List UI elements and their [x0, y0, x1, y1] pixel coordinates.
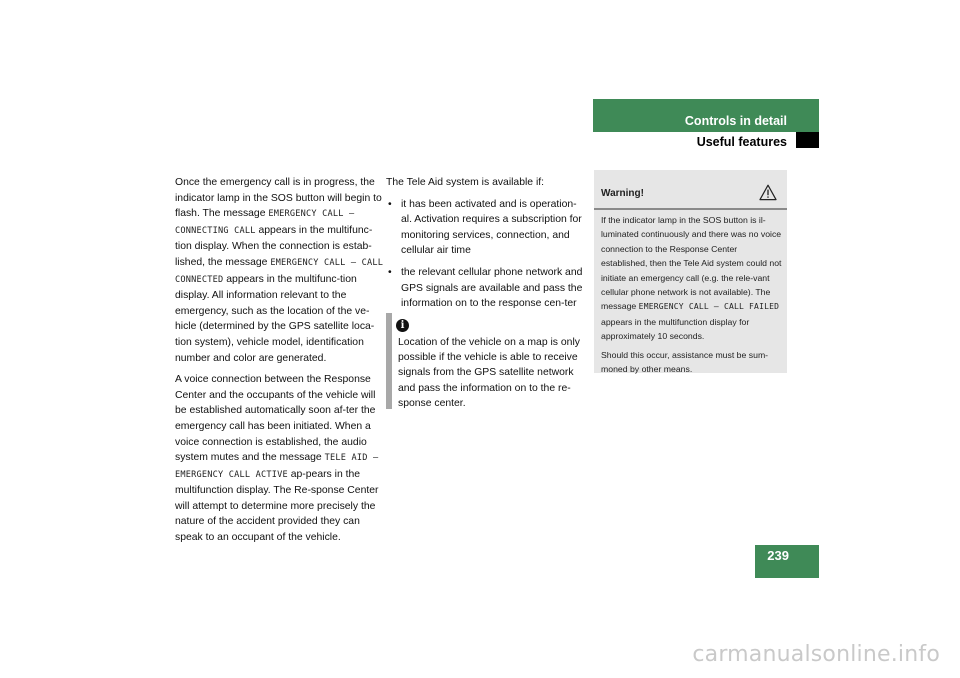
page-number: 239 [767, 548, 789, 563]
warning-title: Warning! [601, 188, 644, 199]
availability-list [386, 197, 586, 312]
middle-column [386, 175, 586, 318]
info-icon: i [396, 319, 409, 332]
display-message-failed: EMERGENCY CALL – CALL FAILED [638, 302, 780, 312]
header-tab-marker [796, 132, 819, 148]
display-message-connecting: EMERGENCY CALL – CONNECTING CALL [175, 209, 355, 236]
left-column [175, 175, 385, 552]
info-note-text: Location of the vehicle on a map is only possible if the vehicle is able to receive signals from the GPS satellite network and pass the information on to the re-sponse center. [398, 337, 580, 409]
display-message-connected: EMERGENCY CALL – CALL CONNECTED [175, 257, 384, 285]
warning-divider [594, 208, 787, 210]
info-note [386, 313, 592, 409]
bullet-icon: • [388, 266, 392, 278]
warning-paragraph: Should this occur, assistance must be sum-moned by other means. [601, 349, 769, 375]
warning-paragraph: If the indicator lamp in the SOS button is il-luminated continuously and there was no voice connection to the Response Center established, then the Tele Aid system could not initiate an emergency call (e.g. the rele-vant cellular phone network is not available). The message EMERGENCY CALL – CALL FAILED appears in the multifunction display for approximately 10 seconds. [601, 215, 782, 342]
paragraph-voice-connection: A voice connection between the Response Center and the occupants of the vehicle will be established automatically soon af-ter the emergency call has been initiated. When a voice connection is established, the audio system mutes and the message TELE AID – EMERGENCY CALL ACTIVE ap-pears in the multifunction display. The Re-sponse Center will attempt to determine more precisely the nature of the accident provided they can speak to an occupant of the vehicle. [175, 374, 379, 544]
page-number-box [755, 545, 819, 578]
bullet-icon: • [388, 198, 392, 210]
topic-title: Useful features [696, 135, 787, 149]
warning-triangle-icon [759, 184, 777, 201]
availability-intro: The Tele Aid system is available if: [386, 177, 545, 188]
warning-body [601, 213, 785, 380]
section-title: Controls in detail [684, 114, 787, 128]
display-message-active: TELE AID – EMERGENCY CALL ACTIVE [175, 453, 379, 480]
paragraph-emergency-call: Once the emergency call is in progress, the indicator lamp in the SOS button will begin to flash. The message EMERGENCY CALL – CONNECTING CALL appears in the multifunc-tion display. When the connection is estab-lished, the message EMERGENCY CALL – CALL CONNECTED appears in the multifunc-tion display. All information relevant to the emergency, such as the location of the ve-hicle (determined by the GPS satellite loca-tion system), vehicle model, identification number and color are generated. [175, 177, 384, 364]
watermark: carmanualsonline.info [692, 642, 940, 667]
list-item: • the relevant cellular phone network and GPS signals are available and pass the information on to the response cen-ter [388, 266, 583, 310]
warning-box [594, 170, 787, 373]
list-item: • it has been activated and is operation-al. Activation requires a subscription for monitoring services, connection, and cellular air time [388, 198, 582, 257]
header-band [593, 99, 819, 132]
